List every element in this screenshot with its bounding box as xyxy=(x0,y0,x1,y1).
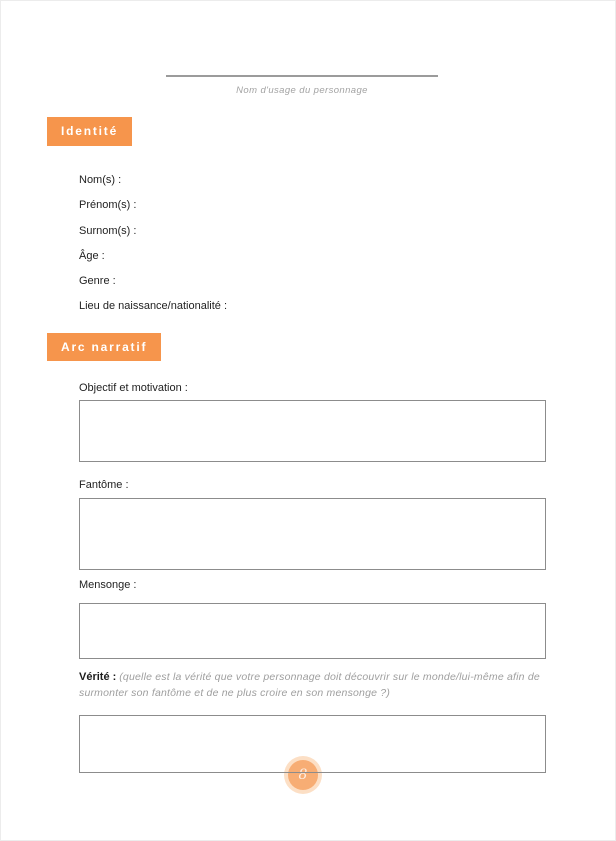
input-box-fantome[interactable] xyxy=(79,498,546,570)
field-genre[interactable]: Genre : xyxy=(79,275,116,288)
input-box-verite[interactable] xyxy=(79,715,546,773)
field-age[interactable]: Âge : xyxy=(79,249,105,262)
page-number: 8 xyxy=(298,767,308,783)
field-lieu-naissance[interactable]: Lieu de naissance/nationalité : xyxy=(79,300,227,313)
label-fantome: Fantôme : xyxy=(79,479,129,491)
hint-verite: (quelle est la vérité que votre personnage doit découvrir sur le monde/lui-même afin de surmonter son fantôme et de ne plus croire en son mensonge ?) xyxy=(79,671,540,699)
input-box-objectif-motivation[interactable] xyxy=(79,400,546,462)
section-header-arc-narratif: Arc narratif xyxy=(47,333,161,361)
label-mensonge: Mensonge : xyxy=(79,579,137,591)
character-name-caption: Nom d'usage du personnage xyxy=(236,85,368,96)
section-header-identity: Identité xyxy=(47,117,132,146)
field-prenom[interactable]: Prénom(s) : xyxy=(79,199,137,212)
field-nom[interactable]: Nom(s) : xyxy=(79,174,122,186)
verite-label-block xyxy=(79,669,549,701)
identity-fields-list xyxy=(79,168,227,320)
input-box-mensonge[interactable] xyxy=(79,603,546,659)
character-name-line[interactable] xyxy=(166,75,438,77)
label-verite: Vérité : xyxy=(79,671,117,683)
label-objectif-motivation: Objectif et motivation : xyxy=(79,382,188,394)
field-surnom[interactable]: Surnom(s) : xyxy=(79,224,137,237)
